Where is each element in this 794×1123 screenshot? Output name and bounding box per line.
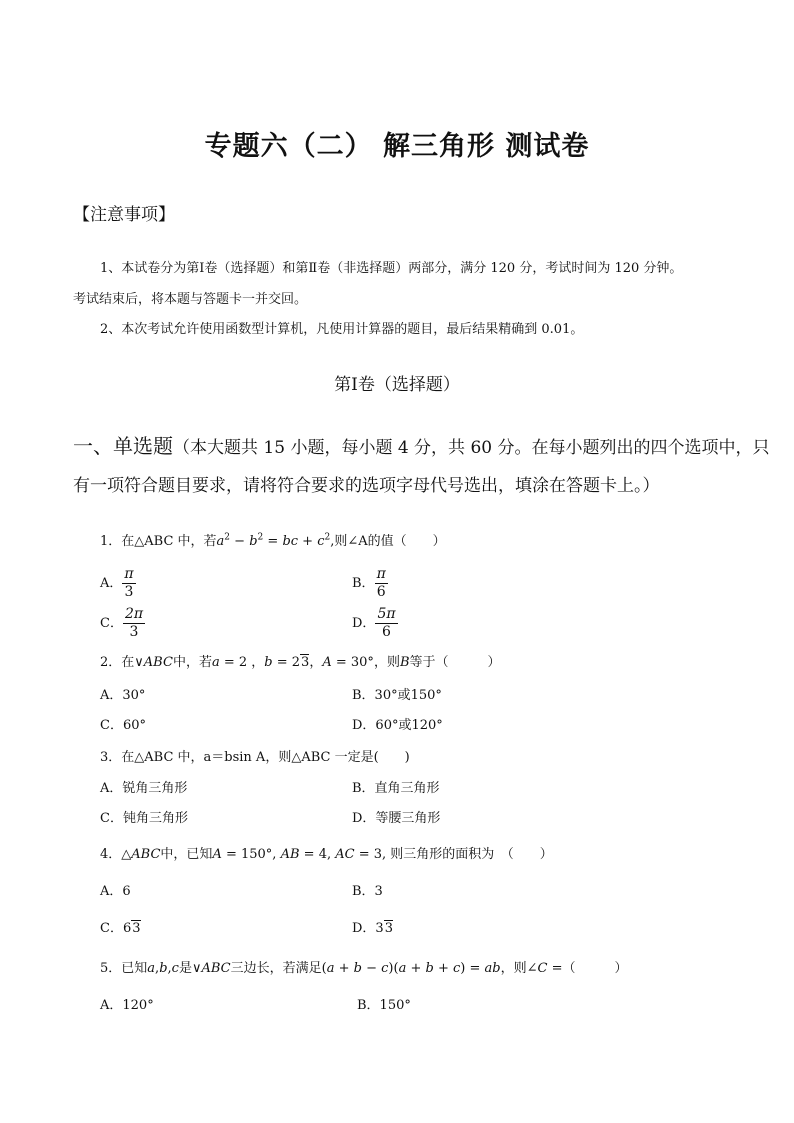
question-1-option-a[interactable]: A． $\frac{\pi}{3}$: [100, 566, 134, 600]
section-desc-cont: 有一项符合题目要求，请将符合要求的选项字母代号选出，填涂在答题卡上。）: [73, 476, 660, 496]
question-2-option-c[interactable]: C．60°: [100, 718, 146, 733]
question-2-option-a[interactable]: A．30°: [100, 688, 146, 703]
notice-heading: 【注意事项】: [73, 205, 175, 225]
question-1-option-c[interactable]: C． $\frac{2\pi}{3}$: [100, 606, 144, 640]
section-label: 一、单选题: [73, 434, 173, 458]
question-4-option-a[interactable]: A．6: [100, 884, 131, 899]
question-3-option-d[interactable]: D．等腰三角形: [352, 811, 441, 826]
notice-item-1-cont: 考试结束后，将本题与答题卡一并交回。: [73, 292, 308, 307]
question-4-option-c[interactable]: C．63: [100, 921, 141, 936]
question-5-option-a[interactable]: A．120°: [100, 998, 154, 1013]
notice-item-1: 1、本试卷分为第Ⅰ卷（选择题）和第Ⅱ卷（非选择题）两部分，满分 120 分，考试时间为 120 分钟。: [100, 261, 683, 276]
question-1-option-d[interactable]: D． $\frac{5\pi}{6}$: [352, 606, 396, 640]
question-1-stem: 1．在△ABC 中，若$a^2 - b^2$ = bc + $c^2$,则∠A的值（ ）: [100, 532, 446, 549]
question-4-option-d[interactable]: D．33: [352, 921, 393, 936]
question-3-stem: 3．在△ABC 中，a＝bsin A，则△ABC 一定是( ): [100, 750, 410, 765]
question-4-stem: 4．△ABC中，已知A = 150°, AB = 4, AC = 3, 则三角形的面积为 （ ）: [100, 847, 553, 862]
section-heading: [73, 430, 770, 459]
question-3-option-c[interactable]: C．钝角三角形: [100, 811, 188, 826]
question-3-option-a[interactable]: A．锐角三角形: [100, 781, 188, 796]
question-2-stem: 2．在∨ABC中，若a = 2 ，b = 23，A = 30°，则B等于（ ）: [100, 655, 501, 670]
question-1-option-b[interactable]: B． $\frac{\pi}{6}$: [352, 566, 386, 600]
page-title: 专题六（二） 解三角形 测试卷: [204, 131, 590, 162]
notice-item-2: 2、本次考试允许使用函数型计算机，凡使用计算器的题目，最后结果精确到 0.01。: [100, 322, 584, 337]
part-title: 第Ⅰ卷（选择题）: [334, 375, 460, 395]
question-2-option-d[interactable]: D．60°或120°: [352, 718, 443, 733]
question-5-stem: 5．已知a,b,c是∨ABC三边长，若满足(a + b − c)(a + b + c) = ab，则∠C =（ ）: [100, 961, 628, 976]
question-2-option-b[interactable]: B．30°或150°: [352, 688, 442, 703]
question-3-option-b[interactable]: B．直角三角形: [352, 781, 440, 796]
section-desc: （本大题共 15 小题，每小题 4 分，共 60 分。在每小题列出的四个选项中，只: [173, 438, 770, 458]
question-5-option-b[interactable]: B．150°: [357, 998, 411, 1013]
question-4-option-b[interactable]: B．3: [352, 884, 383, 899]
